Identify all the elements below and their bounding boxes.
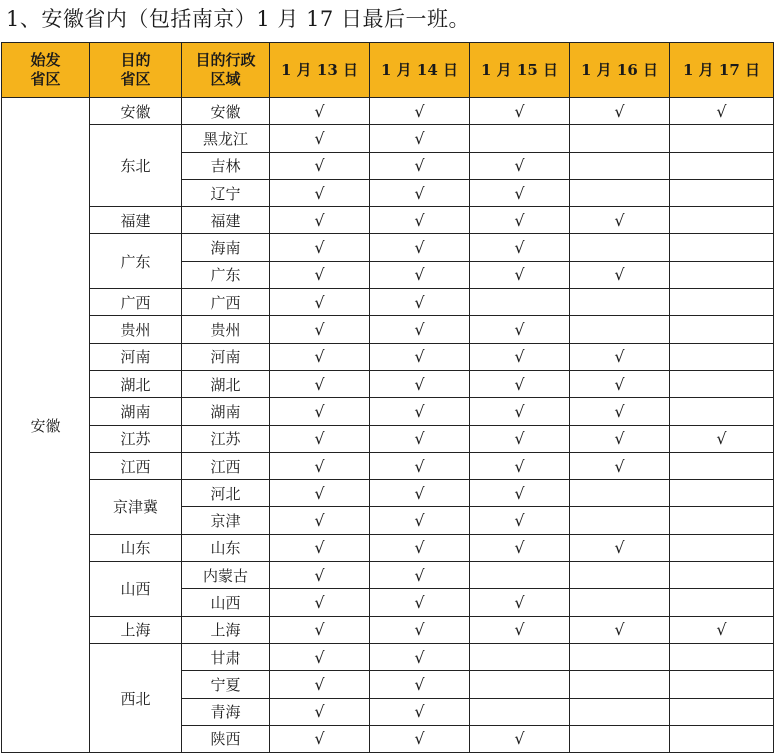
check-mark-icon: √: [614, 401, 625, 421]
date-cell: [370, 179, 470, 206]
date-cell: [470, 289, 570, 316]
date-cell: [570, 370, 670, 397]
date-cell: [370, 480, 470, 507]
dest-region-cell: 吉林: [182, 152, 270, 179]
dest-region-cell: 江西: [182, 452, 270, 479]
date-cell: [670, 125, 774, 152]
dest-province-cell: 京津冀: [90, 480, 182, 535]
table-row: [2, 370, 774, 397]
check-mark-icon: √: [614, 374, 625, 394]
date-cell: [470, 98, 570, 125]
dest-province-cell: 江苏: [90, 425, 182, 452]
date-cell: [270, 507, 370, 534]
date-cell: [570, 562, 670, 589]
date-cell: [470, 125, 570, 152]
date-cell: [570, 698, 670, 725]
date-cell: [370, 643, 470, 670]
dest-region-cell: 江苏: [182, 425, 270, 452]
dest-region-cell: 京津: [182, 507, 270, 534]
date-cell: [470, 562, 570, 589]
check-mark-icon: √: [314, 401, 325, 421]
dest-region-cell: 广东: [182, 261, 270, 288]
dest-region-cell: 青海: [182, 698, 270, 725]
date-cell: [670, 261, 774, 288]
date-cell: [470, 589, 570, 616]
dest-province-cell: 山西: [90, 562, 182, 617]
date-cell: [570, 152, 670, 179]
date-cell: [270, 534, 370, 561]
table-row: [2, 234, 774, 261]
date-cell: [370, 343, 470, 370]
check-mark-icon: √: [514, 592, 525, 612]
date-cell: [270, 671, 370, 698]
check-mark-icon: √: [414, 347, 425, 367]
check-mark-icon: √: [514, 183, 525, 203]
check-mark-icon: √: [716, 620, 727, 640]
date-cell: [270, 125, 370, 152]
date-cell: [270, 562, 370, 589]
header-dest-province: [90, 43, 182, 98]
check-mark-icon: √: [514, 401, 525, 421]
table-body: [2, 98, 774, 753]
table-row: [2, 398, 774, 425]
date-cell: [270, 643, 370, 670]
date-cell: [570, 725, 670, 752]
date-cell: [670, 698, 774, 725]
date-cell: [470, 643, 570, 670]
check-mark-icon: √: [314, 483, 325, 503]
date-cell: [670, 152, 774, 179]
check-mark-icon: √: [314, 674, 325, 694]
table-row: [2, 343, 774, 370]
dest-region-cell: 河北: [182, 480, 270, 507]
check-mark-icon: √: [514, 456, 525, 476]
date-cell: [370, 452, 470, 479]
check-mark-icon: √: [314, 210, 325, 230]
check-mark-icon: √: [314, 538, 325, 558]
check-mark-icon: √: [614, 456, 625, 476]
date-cell: [370, 370, 470, 397]
date-cell: [270, 98, 370, 125]
date-cell: [470, 671, 570, 698]
header-row: [2, 43, 774, 98]
date-cell: [270, 589, 370, 616]
dest-region-cell: 海南: [182, 234, 270, 261]
check-mark-icon: √: [614, 101, 625, 121]
check-mark-icon: √: [414, 647, 425, 667]
table-row: [2, 480, 774, 507]
date-cell: [270, 398, 370, 425]
header-dest-province-line2: 省区: [120, 70, 151, 88]
dest-region-cell: 陕西: [182, 725, 270, 752]
header-date-2: 1 月 14 日: [370, 43, 470, 98]
header-dest-region-line1: 目的行政: [195, 51, 256, 69]
date-cell: [670, 480, 774, 507]
table-row: [2, 562, 774, 589]
check-mark-icon: √: [514, 483, 525, 503]
check-mark-icon: √: [314, 265, 325, 285]
date-cell: [670, 507, 774, 534]
check-mark-icon: √: [614, 210, 625, 230]
dest-province-cell: 贵州: [90, 316, 182, 343]
date-cell: [670, 398, 774, 425]
check-mark-icon: √: [314, 347, 325, 367]
dest-region-cell: 湖北: [182, 370, 270, 397]
table-row: [2, 643, 774, 670]
check-mark-icon: √: [614, 538, 625, 558]
check-mark-icon: √: [514, 265, 525, 285]
date-cell: [470, 316, 570, 343]
check-mark-icon: √: [514, 210, 525, 230]
date-cell: [570, 343, 670, 370]
check-mark-icon: √: [514, 538, 525, 558]
check-mark-icon: √: [614, 265, 625, 285]
dest-region-cell: 辽宁: [182, 179, 270, 206]
date-cell: [570, 398, 670, 425]
date-cell: [370, 425, 470, 452]
date-cell: [270, 234, 370, 261]
date-cell: [470, 179, 570, 206]
date-cell: [370, 507, 470, 534]
date-cell: [470, 725, 570, 752]
check-mark-icon: √: [414, 401, 425, 421]
table-row: [2, 207, 774, 234]
date-cell: [670, 425, 774, 452]
date-cell: [370, 125, 470, 152]
date-cell: [270, 316, 370, 343]
date-cell: [270, 452, 370, 479]
check-mark-icon: √: [314, 729, 325, 749]
table-row: [2, 534, 774, 561]
table-row: [2, 289, 774, 316]
check-mark-icon: √: [314, 702, 325, 722]
date-cell: [470, 507, 570, 534]
check-mark-icon: √: [314, 456, 325, 476]
date-cell: [570, 234, 670, 261]
date-cell: [570, 671, 670, 698]
check-mark-icon: √: [314, 565, 325, 585]
date-cell: [570, 98, 670, 125]
page-title: 1、安徽省内（包括南京）1 月 17 日最后一班。: [6, 7, 470, 31]
header-dest-region-line2: 区域: [210, 70, 241, 88]
date-cell: [370, 261, 470, 288]
date-cell: [670, 589, 774, 616]
date-cell: [370, 316, 470, 343]
date-cell: [270, 425, 370, 452]
table-row: [2, 125, 774, 152]
check-mark-icon: √: [414, 156, 425, 176]
dest-province-cell: 山东: [90, 534, 182, 561]
date-cell: [370, 562, 470, 589]
date-cell: [670, 316, 774, 343]
check-mark-icon: √: [414, 702, 425, 722]
date-cell: [470, 343, 570, 370]
date-cell: [570, 480, 670, 507]
dest-region-cell: 安徽: [182, 98, 270, 125]
table-row: [2, 425, 774, 452]
dest-region-cell: 贵州: [182, 316, 270, 343]
dest-region-cell: 甘肃: [182, 643, 270, 670]
check-mark-icon: √: [314, 101, 325, 121]
check-mark-icon: √: [716, 429, 727, 449]
date-cell: [470, 398, 570, 425]
dest-region-cell: 广西: [182, 289, 270, 316]
date-cell: [370, 725, 470, 752]
check-mark-icon: √: [514, 347, 525, 367]
dest-province-cell: 广西: [90, 289, 182, 316]
header-origin-line2: 省区: [30, 70, 61, 88]
dest-region-cell: 黑龙江: [182, 125, 270, 152]
date-cell: [670, 343, 774, 370]
dest-province-cell: 上海: [90, 616, 182, 643]
check-mark-icon: √: [414, 292, 425, 312]
table-row: [2, 98, 774, 125]
date-cell: [670, 452, 774, 479]
origin-province-cell: 安徽: [2, 98, 90, 753]
check-mark-icon: √: [614, 347, 625, 367]
date-cell: [370, 589, 470, 616]
dest-province-cell: 广东: [90, 234, 182, 289]
date-cell: [370, 534, 470, 561]
date-cell: [470, 616, 570, 643]
date-cell: [570, 643, 670, 670]
date-cell: [370, 671, 470, 698]
dest-province-cell: 福建: [90, 207, 182, 234]
table-row: [2, 452, 774, 479]
check-mark-icon: √: [414, 674, 425, 694]
header-date-4: 1 月 16 日: [570, 43, 670, 98]
date-cell: [470, 370, 570, 397]
header-date-1: 1 月 13 日: [270, 43, 370, 98]
date-cell: [670, 207, 774, 234]
date-cell: [670, 671, 774, 698]
check-mark-icon: √: [314, 429, 325, 449]
check-mark-icon: √: [314, 592, 325, 612]
date-cell: [370, 98, 470, 125]
dest-province-cell: 东北: [90, 125, 182, 207]
date-cell: [470, 234, 570, 261]
dest-province-cell: 安徽: [90, 98, 182, 125]
date-cell: [470, 480, 570, 507]
dest-region-cell: 湖南: [182, 398, 270, 425]
date-cell: [670, 234, 774, 261]
dest-region-cell: 宁夏: [182, 671, 270, 698]
check-mark-icon: √: [716, 101, 727, 121]
check-mark-icon: √: [314, 238, 325, 258]
check-mark-icon: √: [414, 101, 425, 121]
check-mark-icon: √: [414, 538, 425, 558]
dest-province-cell: 湖北: [90, 370, 182, 397]
check-mark-icon: √: [414, 265, 425, 285]
check-mark-icon: √: [414, 729, 425, 749]
date-cell: [470, 207, 570, 234]
date-cell: [570, 534, 670, 561]
date-cell: [370, 207, 470, 234]
date-cell: [670, 179, 774, 206]
check-mark-icon: √: [414, 620, 425, 640]
dest-province-cell: 江西: [90, 452, 182, 479]
date-cell: [370, 698, 470, 725]
check-mark-icon: √: [414, 210, 425, 230]
check-mark-icon: √: [414, 429, 425, 449]
date-cell: [570, 261, 670, 288]
check-mark-icon: √: [414, 183, 425, 203]
check-mark-icon: √: [514, 620, 525, 640]
check-mark-icon: √: [514, 101, 525, 121]
table-row: [2, 616, 774, 643]
check-mark-icon: √: [514, 729, 525, 749]
date-cell: [270, 725, 370, 752]
date-cell: [470, 452, 570, 479]
date-cell: [570, 289, 670, 316]
date-cell: [670, 562, 774, 589]
check-mark-icon: √: [314, 183, 325, 203]
date-cell: [670, 616, 774, 643]
date-cell: [370, 152, 470, 179]
check-mark-icon: √: [514, 238, 525, 258]
check-mark-icon: √: [314, 374, 325, 394]
date-cell: [270, 207, 370, 234]
check-mark-icon: √: [414, 565, 425, 585]
check-mark-icon: √: [514, 320, 525, 340]
dest-province-cell: 湖南: [90, 398, 182, 425]
header-origin-line1: 始发: [30, 51, 61, 69]
date-cell: [270, 698, 370, 725]
date-cell: [270, 616, 370, 643]
check-mark-icon: √: [314, 511, 325, 531]
header-date-5: 1 月 17 日: [670, 43, 774, 98]
dest-province-cell: 西北: [90, 643, 182, 752]
check-mark-icon: √: [414, 238, 425, 258]
check-mark-icon: √: [314, 320, 325, 340]
date-cell: [670, 725, 774, 752]
check-mark-icon: √: [314, 128, 325, 148]
table-row: [2, 316, 774, 343]
check-mark-icon: √: [414, 592, 425, 612]
date-cell: [270, 370, 370, 397]
date-cell: [570, 316, 670, 343]
check-mark-icon: √: [414, 483, 425, 503]
date-cell: [670, 643, 774, 670]
check-mark-icon: √: [614, 429, 625, 449]
date-cell: [570, 589, 670, 616]
date-cell: [270, 152, 370, 179]
date-cell: [570, 616, 670, 643]
check-mark-icon: √: [514, 511, 525, 531]
header-dest-province-line1: 目的: [120, 51, 151, 69]
schedule-table: [1, 42, 774, 753]
dest-region-cell: 上海: [182, 616, 270, 643]
check-mark-icon: √: [314, 647, 325, 667]
date-cell: [270, 179, 370, 206]
date-cell: [270, 289, 370, 316]
date-cell: [670, 370, 774, 397]
check-mark-icon: √: [314, 292, 325, 312]
dest-region-cell: 山西: [182, 589, 270, 616]
dest-region-cell: 福建: [182, 207, 270, 234]
date-cell: [370, 398, 470, 425]
check-mark-icon: √: [514, 374, 525, 394]
check-mark-icon: √: [514, 156, 525, 176]
date-cell: [670, 534, 774, 561]
date-cell: [270, 261, 370, 288]
check-mark-icon: √: [414, 374, 425, 394]
check-mark-icon: √: [314, 156, 325, 176]
date-cell: [470, 698, 570, 725]
header-dest-region: [182, 43, 270, 98]
date-cell: [270, 480, 370, 507]
date-cell: [570, 452, 670, 479]
date-cell: [670, 289, 774, 316]
dest-province-cell: 河南: [90, 343, 182, 370]
date-cell: [470, 425, 570, 452]
check-mark-icon: √: [614, 620, 625, 640]
date-cell: [470, 534, 570, 561]
dest-region-cell: 内蒙古: [182, 562, 270, 589]
check-mark-icon: √: [414, 128, 425, 148]
check-mark-icon: √: [414, 456, 425, 476]
date-cell: [570, 125, 670, 152]
date-cell: [470, 152, 570, 179]
date-cell: [570, 207, 670, 234]
date-cell: [270, 343, 370, 370]
dest-region-cell: 河南: [182, 343, 270, 370]
date-cell: [570, 507, 670, 534]
date-cell: [470, 261, 570, 288]
dest-region-cell: 山东: [182, 534, 270, 561]
date-cell: [370, 289, 470, 316]
check-mark-icon: √: [514, 429, 525, 449]
header-origin-province: [2, 43, 90, 98]
check-mark-icon: √: [414, 320, 425, 340]
date-cell: [370, 234, 470, 261]
date-cell: [570, 425, 670, 452]
date-cell: [570, 179, 670, 206]
check-mark-icon: √: [414, 511, 425, 531]
header-date-3: 1 月 15 日: [470, 43, 570, 98]
date-cell: [370, 616, 470, 643]
check-mark-icon: √: [314, 620, 325, 640]
date-cell: [670, 98, 774, 125]
